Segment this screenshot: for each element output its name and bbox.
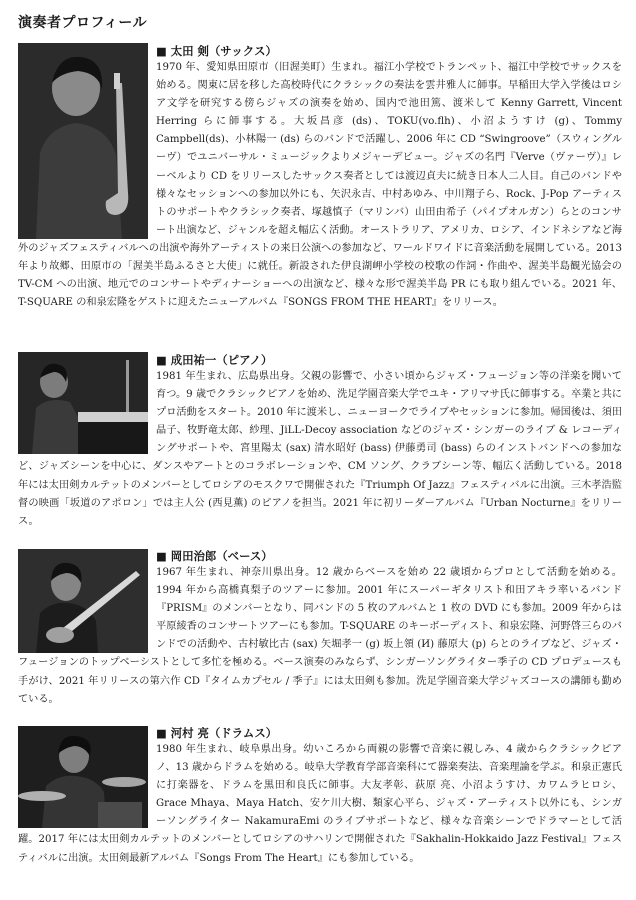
performer-bio [18, 564, 622, 709]
performer-bio [18, 741, 622, 868]
bio-text: 1981 年生まれ、広島県出身。父親の影響で、小さい頃からジャズ・フュージョン等の洋楽を聞いて育つ。9 歳でクラシックピアノを始め、洗足学園音楽大学でユキ・アリマサ氏に師事する。卒業と共にプロ活動をスタート。2010 年に渡米し、ニューヨークでライブやセッションに参加。帰国後は、須田晶子、牧野竜太郎、紗理、JiLL-Decoy association などのジャズ・シンガーのライブ & レコーディングサポートや、宮里陽太 (sax) 清水昭好 (bass) 伊藤勇司 (bass) らのインストバンドへの参加など、ジャズシーンを中心に、ダンスやアートとのコラボレーションや、CM ソング、クラブシーン等、幅広く活動している。2018 年には太田剣カルテットのメンバーとしてロシアのモスクワで開催された『Triumph Of Jazz』フェスティバルに出演。三木孝浩監督の映画「坂道のアポロン」では主人公 (西見薫) のピアノを担当。2021 年に初リーダーアルバム『Urban Nocturne』をリリース。 [18, 371, 622, 527]
performer-name: ■ 太田 剣（サックス） [156, 44, 277, 58]
performer-name: ■ 成田祐一（ピアノ） [156, 353, 273, 367]
bio-text: 1967 年生まれ、神奈川県出身。12 歳からベースを始め 22 歳頃からプロとして活動を始める。1994 年から高橋真梨子のツアーに参加。2001 年にスーパーギタリスト和田アキラ率いるバンド『PRISM』のメンバーとなり、同バンドの 5 枚のアルバムと 1 枚の DVD にも参加。2009 年からは平原綾香のコンサートツアーにも参加。T-SQUARE のキーボーディスト、和泉宏隆、河野啓三らのバンドでの活動や、古村敏比古 (sax) 矢堀孝一 (g) 坂上領 (И) 藤原大 (p) らとのライブなど、ジャズ・フュージョンのトップベーシストとして多忙を極める。ベース演奏のみならず、シンガーソングライター季子の CD プロデュースも手がけ、2021 年リリースの第六作 CD『タイムカプセル / 季子』には太田剣も参加。洗足学園音楽大学ジャズコースの講師も勤めている。 [18, 567, 622, 705]
page-title: 演奏者プロフィール [18, 15, 148, 31]
performer-bio [18, 59, 622, 312]
bio-text: 1980 年生まれ、岐阜県出身。幼いころから両親の影響で音楽に親しみ、4 歳からクラシックピアノ、13 歳からドラムを始める。岐阜大学教育学部音楽科にて器楽奏法、音楽理論を学ぶ。和泉正憲氏に打楽器を、ドラムを黒田和良氏に師事。大友孝彰、荻原 亮、小沼ようすけ、カワムラヒロシ、Grace Mhaya、Maya Hatch、安ケ川大樹、類家心平ら、ジャズ・アーティスト以外にも、シンガーソングライター NakamuraEmi のライブサポートなど、様々な音楽シーンでドラマーとして活躍。2017 年には太田剣カルテットのメンバーとしてロシアのサハリンで開催された『Sakhalin-Hokkaido Jazz Festival』フェスティバルに出演。太田剣最新アルバム『Songs From The Heart』にも参加している。 [18, 744, 622, 864]
bio-text: 1970 年、愛知県田原市（旧渥美町）生まれ。福江小学校でトランペット、福江中学校でサックスを始める。関東に居を移した高校時代にクラシックの奏法を雲井雅人に師事。早稲田大学入学後はロシア文学を研究する傍らジャズの演奏を始め、国内で池田篤、渡米して Kenny Garrett, Vincent Herring らに師事する。大坂昌彦 (ds)、TOKU(vo.flh)、小沼ようすけ (g)、Tommy Campbell(ds)、小林陽一 (ds) らのバンドで活躍し、2006 年に CD “Swingroove”（スウィングルーヴ）でユニバーサル・ミュージックよりメジャーデビュー。ジャズの名門『Verve（ヴァーヴ）』レーベルより CD をリリースしたサックス奏者としては渡辺貞夫に続き日本人二人目。自己のバンドや様々なセッションへの参加以外にも、矢沢永吉、中村あゆみ、中川翔子ら、Rock、J-Pop アーティストのサポートやクラシック奏者、塚越慎子（マリンバ）山田由希子（パイプオルガン）らとのコンサート出演など、ジャンルを超え幅広く活動。オーストラリア、アメリカ、ロシア、インドネシアなど海外のジャズフェスティバルへの出演や海外アーティストの来日公演への参加など、ワールドワイドに音楽活動を展開している。2013 年より故郷、田原市の「渥美半島ふるさと大使」に就任。新設された伊良湖岬小学校の校歌の作詞・作曲や、渥美半島観光協会の TV-CM への出演、地元でのコンサートやディナーショーへの出演など、様々な形で渥美半島 PR にも取り組んでいる。2021 年、T-SQUARE の和泉宏隆をゲストに迎えたニューアルバム『SONGS FROM THE HEART』をリリース。 [18, 62, 622, 309]
performer-name: ■ 河村 亮（ドラムス） [156, 726, 278, 740]
performer-bio [18, 368, 622, 531]
performer-name: ■ 岡田治郎（ベース） [156, 549, 273, 563]
